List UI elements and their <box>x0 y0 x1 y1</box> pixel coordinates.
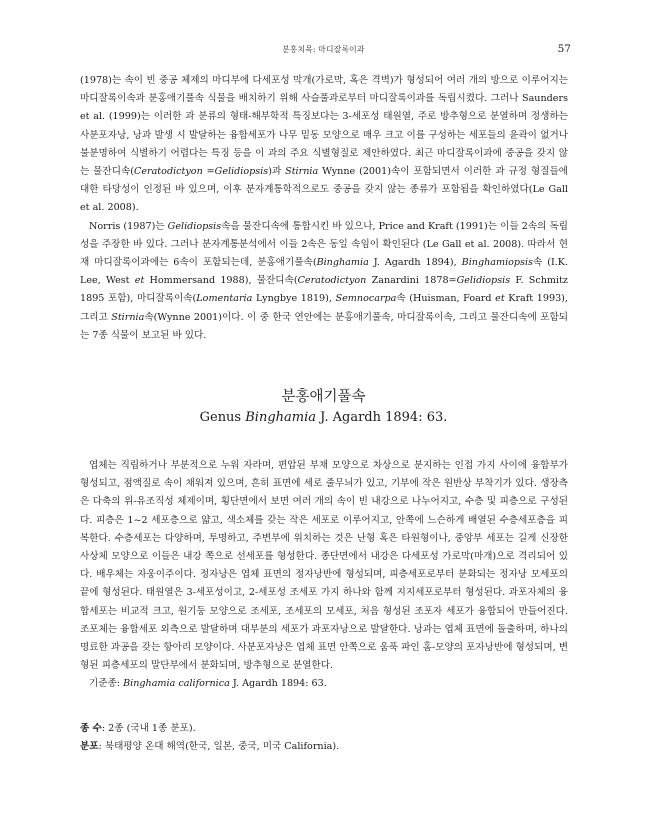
species-count-line <box>80 720 568 738</box>
type-species-line <box>80 675 568 693</box>
text-run: Wynne (2001)속이 포함되면서 이러한 과 규정 형질들에 대한 타당성이 인정된 바 있으며, 이후 분자계통학적으로도 중공을 갖지 않는 종류가 포함됨을 확인하였다(Le Gall et al. 2008). <box>80 166 568 214</box>
et-italic: et <box>495 293 505 305</box>
description-section <box>80 457 568 694</box>
genus-heading <box>0 410 647 425</box>
text-run: F. Schmitz 1895 포함), 마디잘록이속( <box>80 275 568 305</box>
text-run: 속(Wynne 2001)이다. 이 중 한국 연안에는 분홍애기풀속, 마디잘록이속, 그리고 물잔디속에 포함되는 7종 식물이 보고된 바 있다. <box>80 311 568 341</box>
genus-name: Binghamia <box>245 410 317 425</box>
distribution-value: : 북태평양 온대 해역(한국, 일본, 중국, 미국 California). <box>98 741 340 753</box>
species-count-label: 종 수 <box>80 723 102 734</box>
genus-italic: Binghamia <box>316 257 369 269</box>
text-run: 속 (Huisman, Foard <box>396 293 496 305</box>
type-authority: J. Agardh 1894: 63. <box>229 678 327 690</box>
text-run: Kraft 1993), 그리고 <box>80 293 568 323</box>
genus-italic: Stirnia <box>285 166 319 178</box>
section-title: 분홍애기풀속 <box>281 389 366 405</box>
text-run: 속을 물잔디속에 통합시킨 바 있으나, Price and Kraft (1991)는 이들 2속의 독립성을 주장한 바 있다. 그러나 분자계통분석에서 이들 2속은 동일 속임이 확인된다 (Le Gall et al. 2008). 따라서 현재 마디잘록이과에는 6속이 포함되는데, 분홍애기풀속( <box>80 220 568 269</box>
text-run: 속 (I.K. Lee, West <box>80 257 568 287</box>
genus-prefix: Genus <box>199 410 246 425</box>
intro-paragraph-2 <box>80 218 568 345</box>
et-italic: et <box>134 275 145 287</box>
intro-section <box>80 72 568 345</box>
genus-italic: Binghamiopsis <box>461 257 533 269</box>
description-paragraph: 엽체는 직립하거나 부분적으로 누워 자라며, 편압된 부채 모양으로 차상으로 분지하는 인접 가지 사이에 융합부가 형성되고, 점액질로 속이 채워져 있으며, 흔히 표면에 세로 줄무늬가 있고, 기부에 작은 원반상 부착기가 있다. 생장측은 다축의 위-유조직성 체제이며, 횡단면에서 보면 여러 개의 속이 빈 내강으로 나누어지고, 수층 및 피층으로 구성된다. 피층은 1~2 세포층으로 얇고, 색소체를 갖는 작은 세포로 이루어지고, 안쪽에 느슨하게 배열된 수층세포층을 피복한다. 수층세포는 다양하며, 투명하고, 주변부에 위치하는 것은 난형 혹은 타원형이나, 중앙부 세포는 길게 신장한 사상체 모양으로 이들은 내강 쪽으로 선세포를 형성한다. 종단면에서 내강은 다세포성 가로막(마개)으로 격리되어 있다. 배우체는 자웅이주이다. 정자낭은 엽체 표면의 정자낭반에 형성되며, 피층세포로부터 분화되는 정자낭 모세포의 끝에 형성된다. 태원열은 3-세포성이고, 2-세포성 조세포 가지 하나와 함께 지지세포로부터 형성된다. 과포자체의 융합세포는 비교적 크고, 원기둥 모양으로 조세포, 조세포의 모세포, 처음 형성된 조포자 세포가 융합되어 만들어진다. 조포체는 융합세포 외측으로 발달하며 대부분의 세포가 과포자낭으로 발달한다. 낭과는 엽체 표면에 돌출하며, 하나의 명료한 과공을 갖는 항아리 모양이다. 사분포자낭은 엽체 표면 안쪽으로 움푹 파인 홈-모양의 포자낭반에 형성되며, 변형된 피층세포의 말단부에서 분화되며, 방추형으로 분열한다. <box>80 460 568 672</box>
facts-section <box>80 720 568 756</box>
page-number: 57 <box>557 43 571 55</box>
text-run: Zanardini 1878= <box>366 275 457 287</box>
intro-paragraph-1 <box>80 72 568 218</box>
genus-italic: Semnocarpa <box>335 293 397 305</box>
species-count-value: : 2종 (국내 1종 분포). <box>101 723 196 734</box>
genus-italic: Lomentaria <box>196 293 253 305</box>
genus-italic: Gelidiopsis <box>167 220 222 232</box>
genus-italic: Ceratodictyon =Gelidiopsis <box>133 166 269 178</box>
text-run: )과 <box>268 166 286 178</box>
running-head: 분홍치목: 마디잘록이과 <box>282 45 365 54</box>
type-label: 기준종: <box>89 678 124 690</box>
genus-italic: Stirnia <box>111 311 145 323</box>
text-run: Norris (1987)는 <box>89 220 168 232</box>
page-header <box>0 44 647 58</box>
text-run: Lyngbye 1819), <box>252 293 336 305</box>
distribution-line <box>80 738 568 756</box>
genus-italic: Ceratodictyon <box>297 275 367 287</box>
type-species-name: Binghamia californica <box>123 678 230 690</box>
distribution-label: 분포 <box>80 741 99 753</box>
text-run: (1978)는 속이 빈 중공 체제의 마디부에 다세포성 막개(가로막, 혹은 격벽)가 형성되어 여러 개의 방으로 이루어지는 마디잘록이속과 분홍애기풀속 식물을 배치하기 위해 사슬풀과로부터 마디잘록이과를 독립시켰다. 그러나 Saunders et al. (1999)는 이러한 과 분류의 형태-해부학적 특징보다는 3-세포성 태원열, 주로 방추형으로 분열하며 정생하는 사분포자낭, 낭과 발생 시 발달하는 융합세포가 나무 밑동 모양으로 매우 크고 이를 구성하는 세포들의 윤곽이 없거나 불분명하여 식별하기 어렵다는 특징 등을 이 과의 주요 식별형질로 제안하였다. 최근 마디잘록이과에 중공을 갖지 않는 물잔디속( <box>80 75 568 178</box>
genus-italic: Gelidiopsis <box>456 275 511 287</box>
text-run: J. Agardh 1894), <box>368 257 462 269</box>
text-run: Hommersand 1988), 물잔디속( <box>144 275 298 287</box>
genus-authority: J. Agardh 1894: 63. <box>316 410 448 425</box>
